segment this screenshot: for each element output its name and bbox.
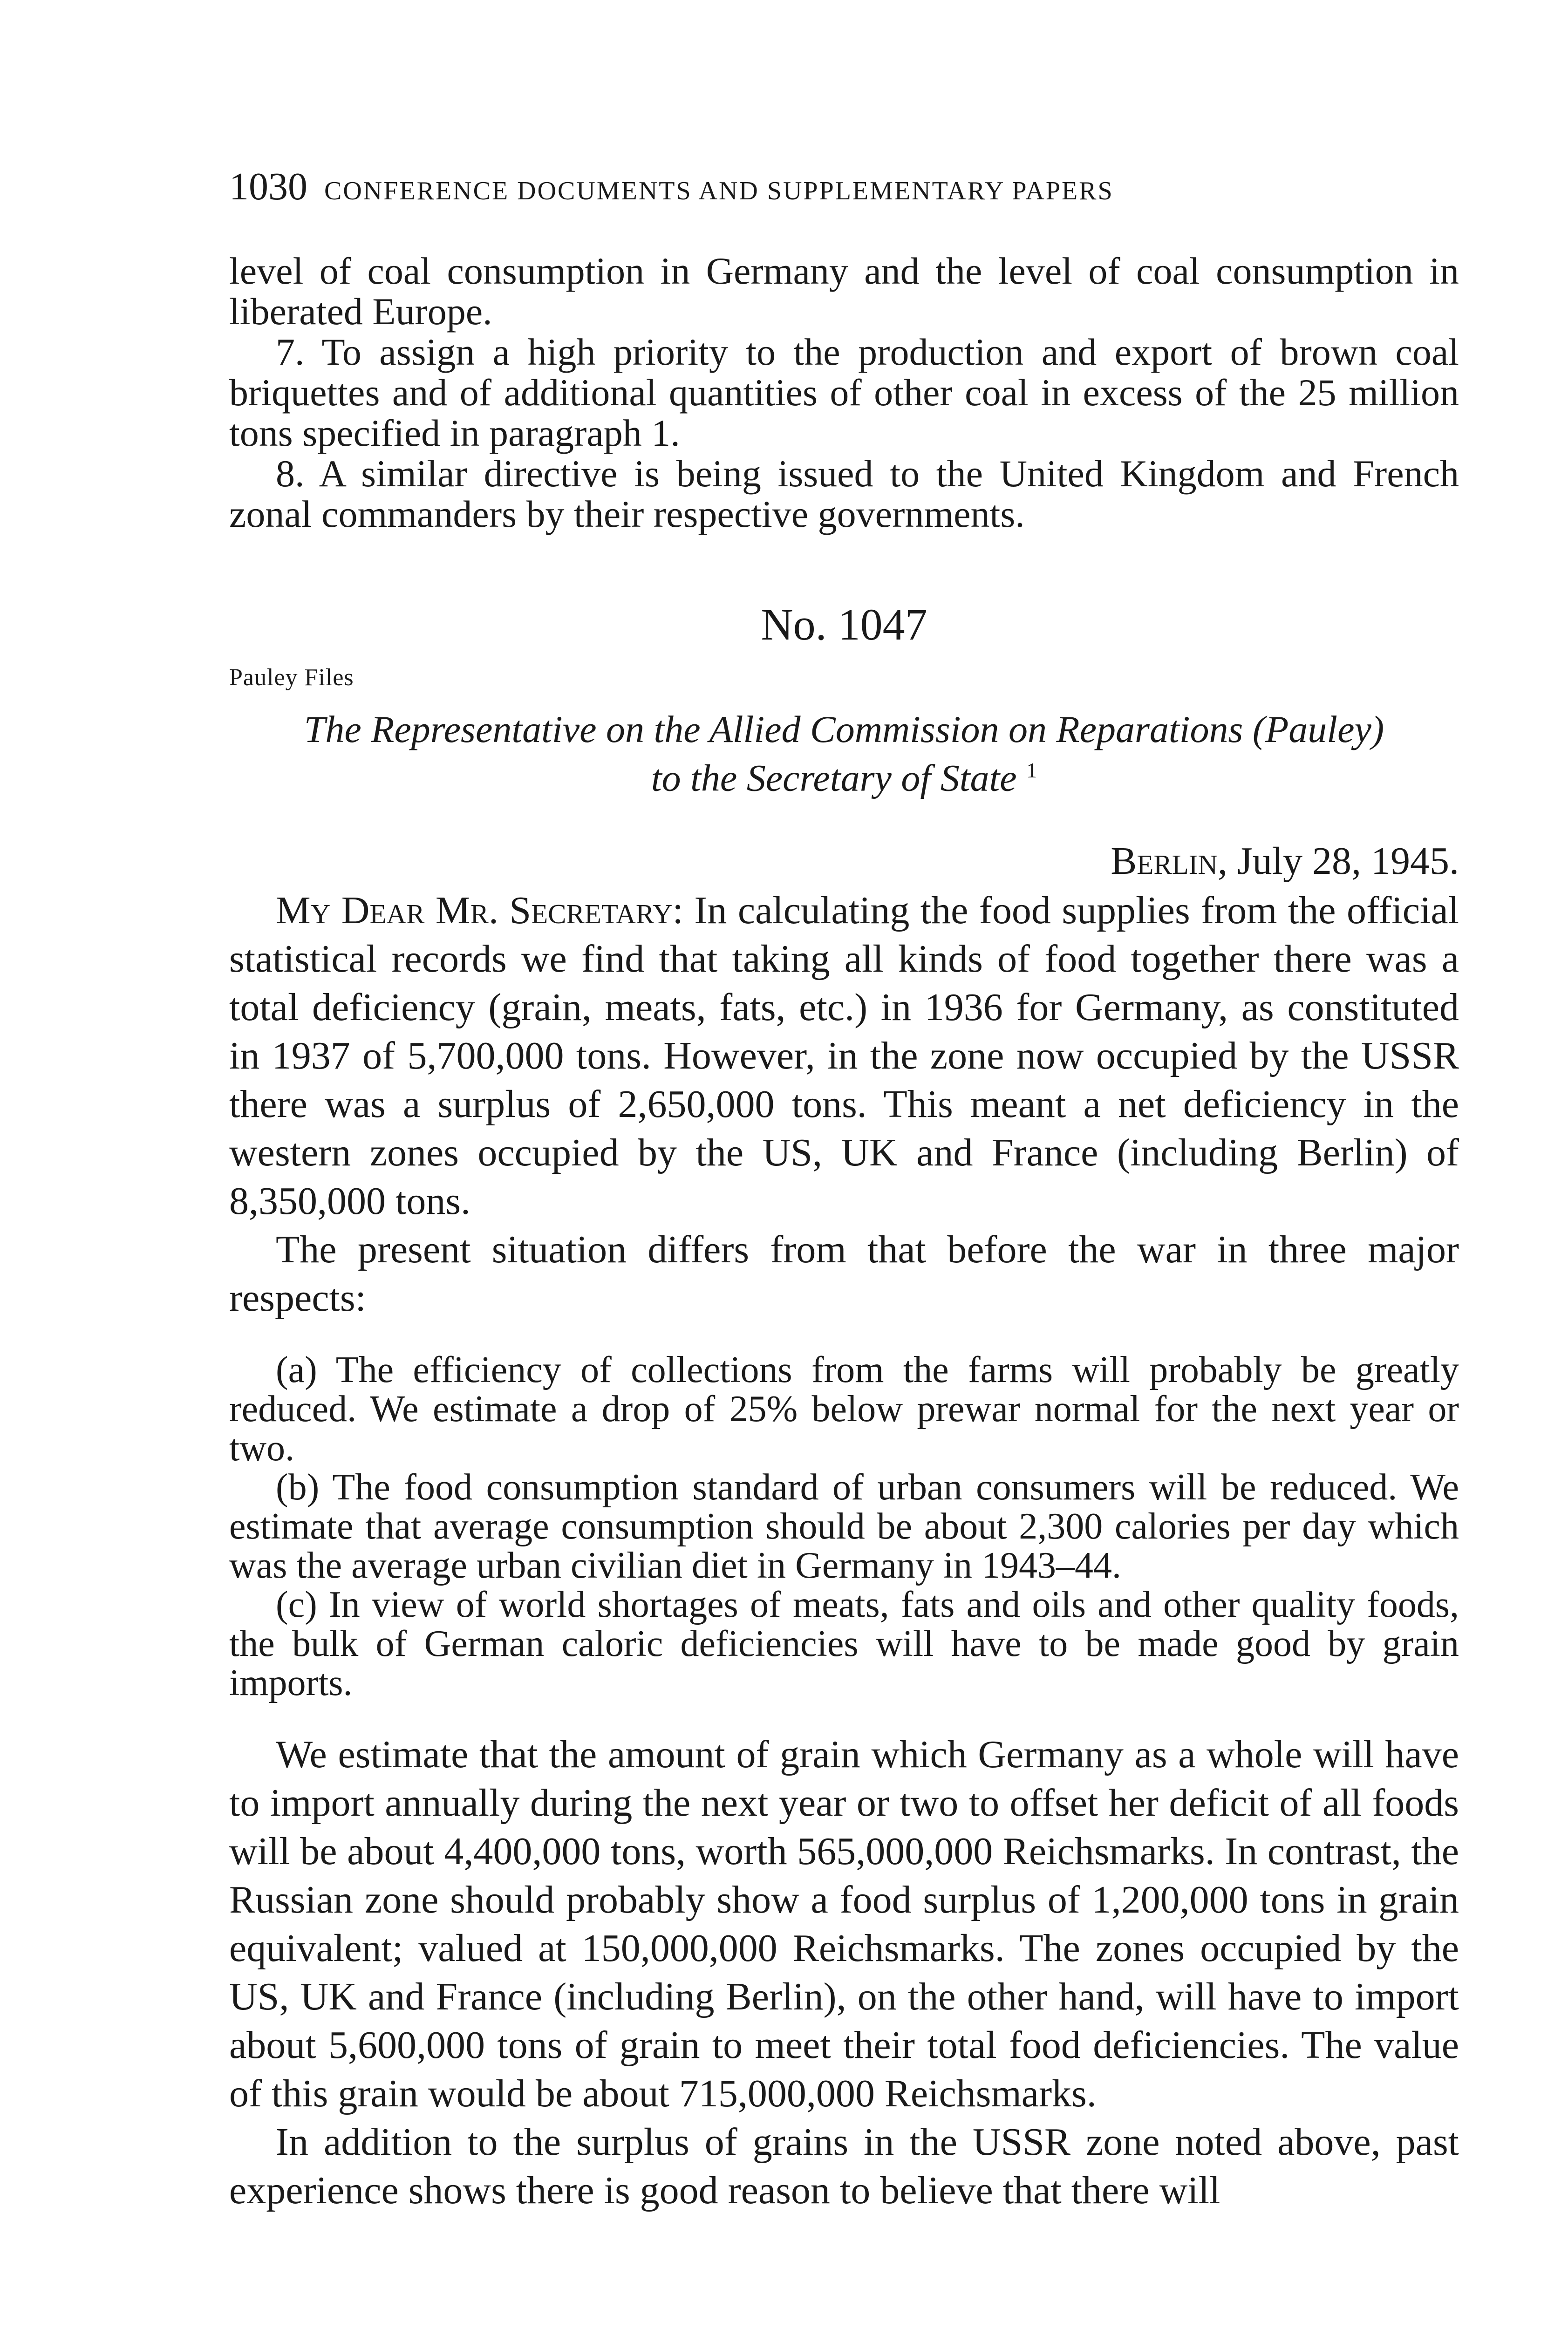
source-label: Pauley Files	[229, 664, 354, 691]
document-heading	[229, 709, 1459, 798]
heading-line-2-text: to the Secretary of State	[651, 756, 1017, 799]
respect-b: (b) The food consumption standard of urban consumers will be reduced. We estimate that average consumption should be about 2,300 calories per day which was the average urban civilian diet in Germany in 1943–44.	[229, 1467, 1459, 1586]
document-number: No. 1047	[761, 599, 927, 649]
heading-line-1: The Representative on the Allied Commission on Reparations (Pauley)	[304, 708, 1384, 750]
document-page	[229, 0, 1459, 2329]
dateline-place: Berlin,	[1111, 839, 1227, 883]
paragraph-continued: level of coal consumption in Germany and the level of coal consumption in liberated Europe.	[229, 250, 1459, 333]
letter-paragraph-3: We estimate that the amount of grain which Germany as a whole will have to import annually during the next year or two to offset her deficit of all foods will be about 4,400,000 tons, worth 565,000,000 Reichsmarks. In contrast, the Russian zone should probably show a food surplus of 1,200,000 tons in grain equivalent; valued at 150,000,000 Reichsmarks. The zones occupied by the US, UK and France (including Berlin), on the other hand, will have to import about 5,600,000 tons of grain to meet their total food deficiencies. The value of this grain would be about 715,000,000 Reichsmarks.	[229, 1733, 1459, 2115]
letter-paragraph-2: The present situation differs from that before the war in three major respects:	[229, 1228, 1459, 1320]
page-number: 1030	[229, 165, 307, 208]
letter-body	[229, 886, 1459, 2215]
respect-c: (c) In view of world shortages of meats, fats and oils and other quality foods, the bulk of German caloric deficiencies will have to be made good by grain imports.	[229, 1584, 1459, 1703]
footnote-reference: 1	[1026, 758, 1037, 782]
running-head	[229, 164, 1459, 209]
respects-list	[229, 1350, 1459, 1702]
paragraph-7: 7. To assign a high priority to the production and export of brown coal briquettes and of additional quantities of other coal in excess of the 25 million tons specified in paragraph 1.	[229, 331, 1459, 454]
respect-a: (a) The efficiency of collections from the farms will probably be greatly reduced. We estimate a drop of 25% below prewar normal for the next year or two.	[229, 1349, 1459, 1469]
dateline	[229, 838, 1459, 884]
dateline-date: July 28, 1945.	[1237, 839, 1459, 883]
heading-line-2	[229, 750, 1459, 798]
paragraph-8: 8. A similar directive is being issued to the United Kingdom and French zonal commanders by their respective governments.	[229, 452, 1459, 535]
letter-paragraph-4: In addition to the surplus of grains in the USSR zone noted above, past experience shows there is good reason to believe that there will	[229, 2120, 1459, 2212]
letter-paragraph-1	[229, 886, 1459, 1226]
salutation: My Dear Mr. Secretary:	[276, 889, 683, 932]
running-title: CONFERENCE DOCUMENTS AND SUPPLEMENTARY PAPERS	[324, 177, 1114, 205]
continuation-text	[229, 251, 1459, 534]
letter-paragraph-1-text: In calculating the food supplies from the official statistical records we find that taking all kinds of food together there was a total deficiency (grain, meats, fats, etc.) in 1936 for Germany, as constituted in 1937 of 5,700,000 tons. However, in the zone now occupied by the USSR there was a surplus of 2,650,000 tons. This meant a net deficiency in the western zones occupied by the US, UK and France (including Berlin) of 8,350,000 tons.	[229, 889, 1459, 1223]
